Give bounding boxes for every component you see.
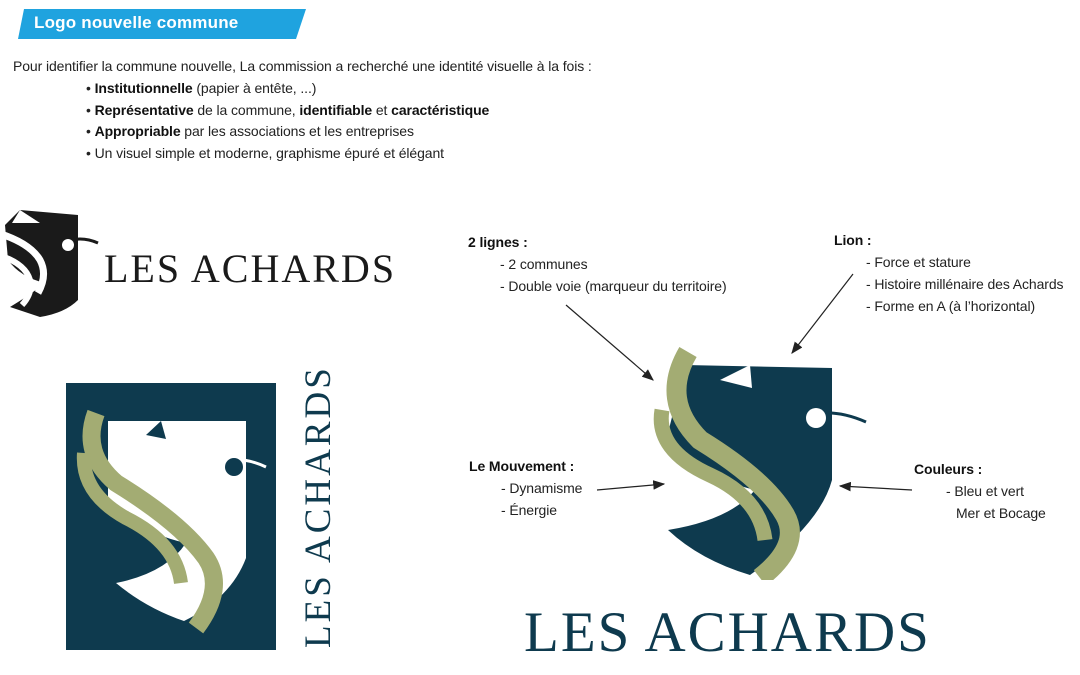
annotation-item: Mer et Bocage bbox=[956, 505, 1046, 521]
arrow-mouvement bbox=[597, 484, 664, 490]
annotation-item: - Force et stature bbox=[866, 254, 971, 270]
list-item: • Appropriable par les associations et les entreprises bbox=[86, 123, 414, 139]
annotation-item: - Énergie bbox=[501, 502, 557, 518]
annotation-item: - Histoire millénaire des Achards bbox=[866, 276, 1064, 292]
annotation-item: - 2 communes bbox=[500, 256, 588, 272]
annotation-title: Le Mouvement : bbox=[469, 458, 575, 474]
logo-wordmark-main: LES ACHARDS bbox=[524, 601, 931, 664]
arrow-lion bbox=[792, 274, 853, 353]
list-item: • Un visuel simple et moderne, graphisme épuré et élégant bbox=[86, 144, 444, 161]
logo-wordmark-horizontal: LES ACHARDS bbox=[104, 246, 397, 291]
annotation-title: 2 lignes : bbox=[468, 234, 528, 250]
annotation-item: - Forme en A (à l’horizontal) bbox=[866, 298, 1036, 314]
arrow-lignes bbox=[566, 305, 653, 380]
intro-text: Pour identifier la commune nouvelle, La commission a recherché une identité visuelle à la fois : bbox=[13, 58, 592, 74]
annotation-item: - Double voie (marqueur du territoire) bbox=[500, 278, 727, 294]
section-tag-label: Logo nouvelle commune bbox=[34, 13, 239, 32]
annotation-item: - Dynamisme bbox=[501, 480, 583, 496]
list-item: • Représentative de la commune, identifiable et caractéristique bbox=[86, 101, 490, 118]
annotation-title: Couleurs : bbox=[914, 461, 983, 477]
annotation-item: - Bleu et vert bbox=[946, 483, 1024, 499]
list-item: • Institutionnelle (papier à entête, ...) bbox=[86, 80, 317, 96]
annotation-title: Lion : bbox=[834, 232, 872, 248]
arrow-couleurs bbox=[840, 486, 912, 490]
